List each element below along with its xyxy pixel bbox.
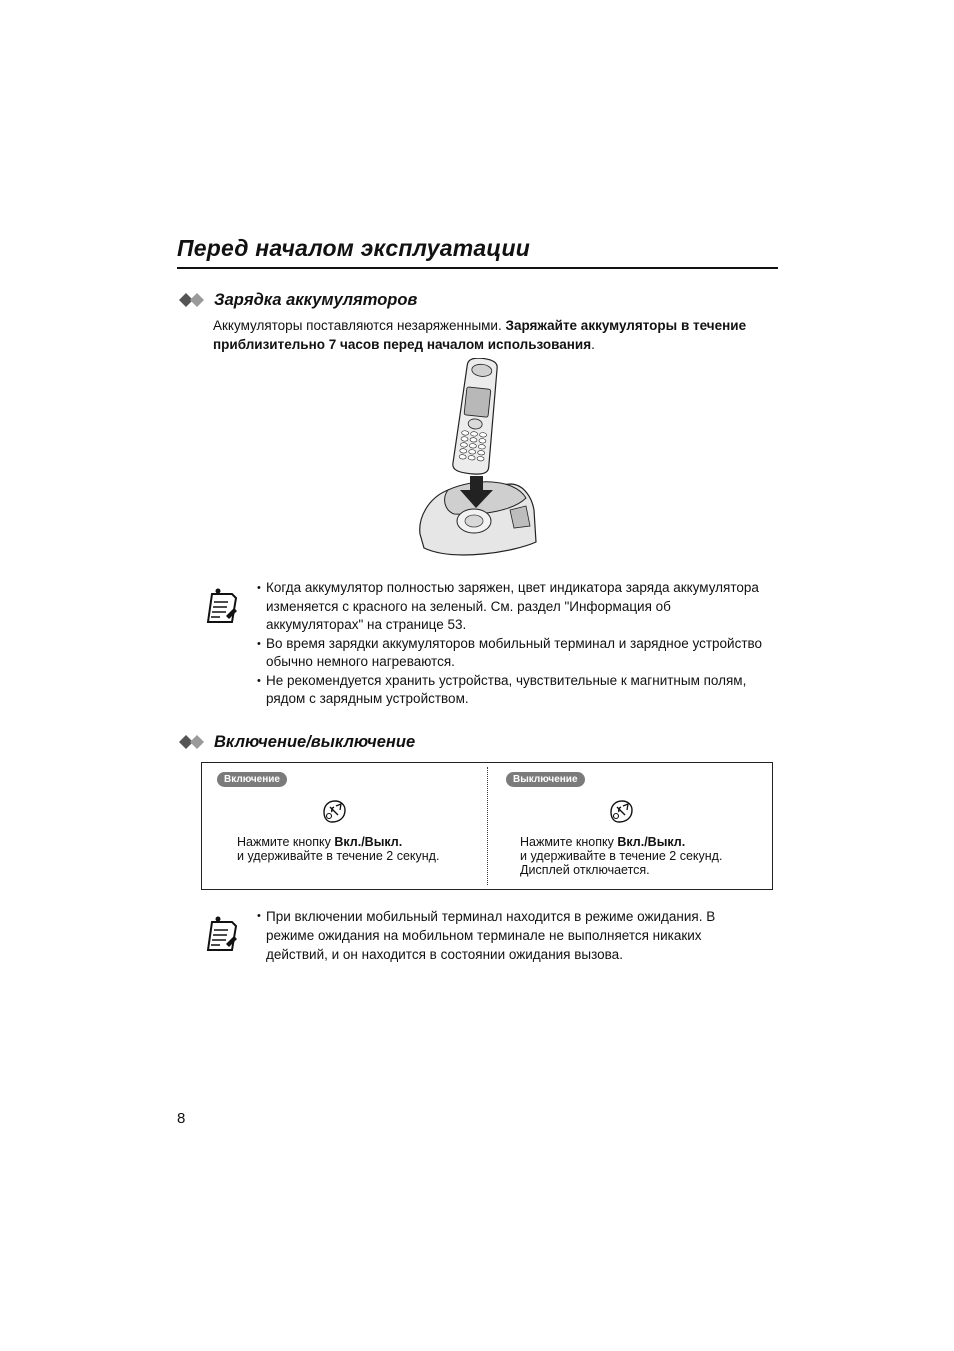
- intro-plain: Аккумуляторы поставляются незаряженными.: [213, 318, 506, 333]
- instr-key: Вкл./Выкл.: [617, 835, 686, 849]
- charging-intro: [213, 316, 773, 354]
- power-instructions-box: [201, 762, 773, 890]
- section-heading-text: Зарядка аккумуляторов: [214, 290, 418, 309]
- power-on-instructions: [237, 835, 439, 863]
- note-pad-icon: [204, 916, 244, 956]
- section-heading-text: Включение/выключение: [214, 732, 416, 751]
- instr-line2: и удерживайте в течение 2 секунд.: [237, 849, 440, 863]
- diamonds-icon: [179, 735, 211, 749]
- charging-notes: [257, 579, 767, 709]
- note-item: • При включении мобильный терминал находится в режиме ожидания. В режиме ожидания на мобильном терминале не выполняется никаких действий, и он находится в состоянии ожидания вызова.: [257, 907, 767, 964]
- instr-line3: Дисплей отключается.: [520, 863, 650, 877]
- handset: [452, 358, 500, 476]
- power-key-icon: [608, 798, 634, 824]
- page-number: 8: [177, 1110, 186, 1127]
- power-on-label: Включение: [217, 772, 287, 787]
- note-pad-icon: [204, 588, 244, 628]
- title-rule: [177, 267, 778, 269]
- power-off-column: [489, 763, 772, 889]
- page-title: Перед началом эксплуатации: [177, 235, 530, 261]
- instr-key: Вкл./Выкл.: [334, 835, 403, 849]
- power-key-icon: [321, 798, 347, 824]
- column-divider: [487, 767, 488, 885]
- power-off-instructions: [520, 835, 722, 877]
- section-heading-power: [179, 731, 415, 753]
- section-heading-charging: [179, 289, 417, 311]
- power-notes: [257, 907, 767, 964]
- power-on-column: [202, 763, 487, 889]
- power-off-label: Выключение: [506, 772, 585, 787]
- intro-bold: Заряжайте аккумуляторы в течение приблизительно 7 часов перед началом использования: [213, 318, 747, 352]
- handset-in-charger-icon: [414, 358, 538, 564]
- instr-prefix: Нажмите кнопку: [237, 835, 335, 849]
- instr-prefix: Нажмите кнопку: [520, 835, 618, 849]
- down-arrow: [470, 476, 483, 492]
- diamonds-icon: [179, 293, 211, 307]
- instr-line2: и удерживайте в течение 2 секунд.: [520, 849, 723, 863]
- note-item: • Не рекомендуется хранить устройства, чувствительные к магнитным полям, рядом с зарядным устройством.: [257, 672, 767, 709]
- note-item: • Во время зарядки аккумуляторов мобильный терминал и зарядное устройство обычно немного нагреваются.: [257, 635, 767, 672]
- note-item: • Когда аккумулятор полностью заряжен, цвет индикатора заряда аккумулятора изменяется с красного на зеленый. См. раздел "Информация об аккумуляторах" на странице 53.: [257, 579, 767, 635]
- intro-end: .: [591, 337, 595, 352]
